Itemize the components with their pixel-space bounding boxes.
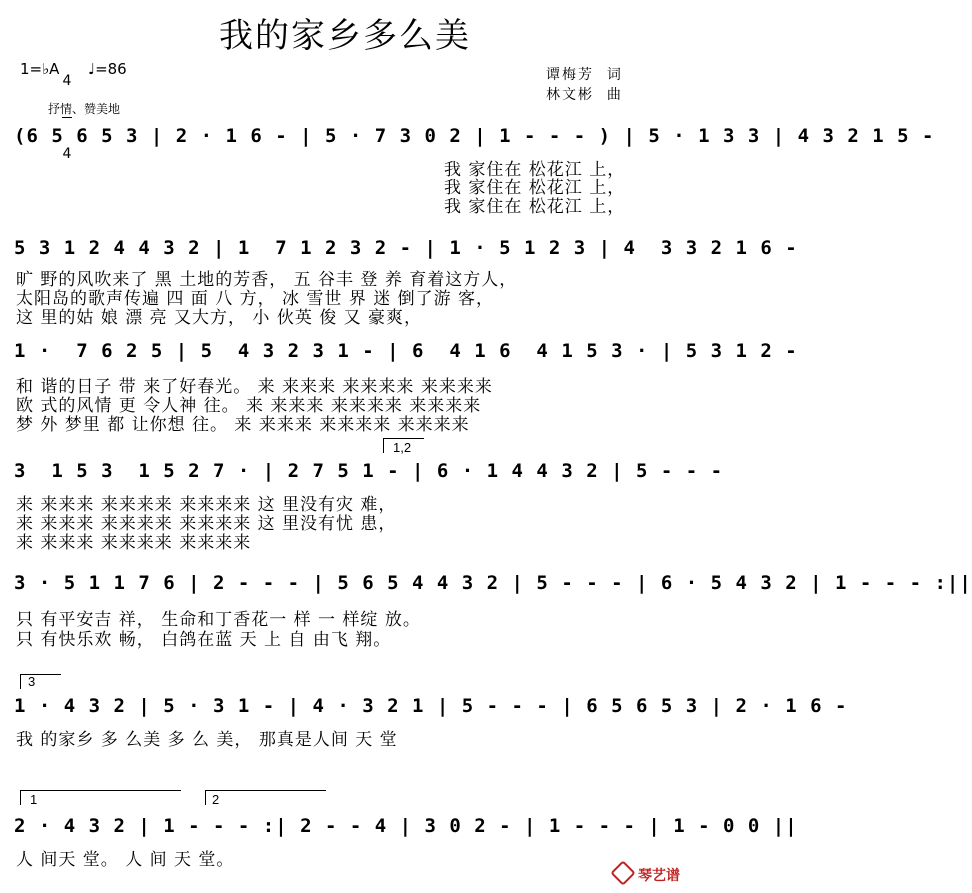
volta-label: 1 bbox=[30, 792, 38, 807]
volta-bracket bbox=[20, 790, 181, 805]
lyric-line: 梦 外 梦里 都 让你想 往。 来 来来来 来来来来 来来来来 bbox=[16, 415, 470, 435]
logo-icon bbox=[610, 860, 635, 885]
volta-label: 2 bbox=[212, 792, 220, 807]
lyric-line: 我 家住在 松花江 上， bbox=[444, 178, 626, 198]
lyric-line: 我 的家乡 多 么美 多 么 美， 那真是人间 天 堂 bbox=[16, 730, 398, 750]
style-marking: 抒情、赞美地 bbox=[48, 102, 121, 116]
lyric-line: 太阳岛的歌声传遍 四 面 八 方， 冰 雪世 界 迷 倒了游 客， bbox=[16, 289, 495, 309]
lyric-line: 欧 式的风情 更 令人神 往。 来 来来来 来来来来 来来来来 bbox=[16, 396, 482, 416]
notation-line: 5 3 1 2 4 4 3 2 | 1 7 1 2 3 2 - | 1 · 5 1 2 3 | 4 3 3 2 1 6 - bbox=[14, 237, 798, 259]
notation-line: 3 1 5 3 1 5 2 7 · | 2 7 5 1 - | 6 · 1 4 4 3 2 | 5 - - - bbox=[14, 460, 724, 482]
lyric-line: 我 家住在 松花江 上， bbox=[444, 160, 626, 180]
composer-credit: 林文彬 曲 bbox=[546, 87, 623, 103]
lyric-line: 旷 野的风吹来了 黑 土地的芳香， 五 谷丰 登 养 育着这方人， bbox=[16, 270, 518, 290]
volta-bracket bbox=[205, 790, 326, 805]
notation-line: 1 · 4 3 2 | 5 · 3 1 - | 4 · 3 2 1 | 5 - - - | 6 5 6 5 3 | 2 · 1 6 - bbox=[14, 695, 848, 717]
notation-line: (6 5 6 5 3 | 2 · 1 6 - | 5 · 7 3 0 2 | 1 - - - ) | 5 · 1 3 3 | 4 3 2 1 5 - bbox=[14, 125, 935, 147]
lyric-line: 来 来来来 来来来来 来来来来 这 里没有忧 患， bbox=[16, 514, 397, 534]
notation-line: 2 · 4 3 2 | 1 - - - :| 2 - - 4 | 3 0 2 - | 1 - - - | 1 - 0 0 || bbox=[14, 815, 798, 837]
watermark-logo: 琴艺谱 bbox=[604, 848, 680, 885]
lyric-line: 我 家住在 松花江 上， bbox=[444, 197, 626, 217]
song-title: 我的家乡多么美 bbox=[219, 16, 471, 56]
key-signature: 1=♭A bbox=[20, 60, 60, 78]
lyric-line: 只 有快乐欢 畅， 白鸽在蓝 天 上 自 由飞 翔。 bbox=[16, 630, 392, 650]
lyric-line: 人 间天 堂。 人 间 天 堂。 bbox=[16, 850, 235, 870]
lyric-line: 来 来来来 来来来来 来来来来 bbox=[16, 533, 252, 553]
volta-bracket bbox=[20, 674, 61, 689]
notation-line: 1 · 7 6 2 5 | 5 4 3 2 3 1 - | 6 4 1 6 4 1 5 3 · | 5 3 1 2 - bbox=[14, 340, 798, 362]
lyric-line: 和 谐的日子 带 来了好春光。 来 来来来 来来来来 来来来来 bbox=[16, 377, 493, 397]
lyricist-credit: 谭梅芳 词 bbox=[546, 67, 623, 83]
notation-line: 3 · 5 1 1 7 6 | 2 - - - | 5 6 5 4 4 3 2 | 5 - - - | 6 · 5 4 3 2 | 1 - - - :|| bbox=[14, 572, 972, 594]
volta-label: 3 bbox=[28, 674, 36, 689]
lyric-line: 来 来来来 来来来来 来来来来 这 里没有灾 难， bbox=[16, 495, 397, 515]
volta-label: 1,2 bbox=[393, 440, 412, 455]
time-signature: 4 4 bbox=[62, 73, 72, 162]
tempo-marking: ♩=86 bbox=[88, 60, 127, 78]
lyric-line: 这 里的姑 娘 漂 亮 又大方， 小 伙英 俊 又 豪爽， bbox=[16, 308, 423, 328]
lyric-line: 只 有平安吉 祥， 生命和丁香花一 样 一 样绽 放。 bbox=[16, 610, 421, 630]
